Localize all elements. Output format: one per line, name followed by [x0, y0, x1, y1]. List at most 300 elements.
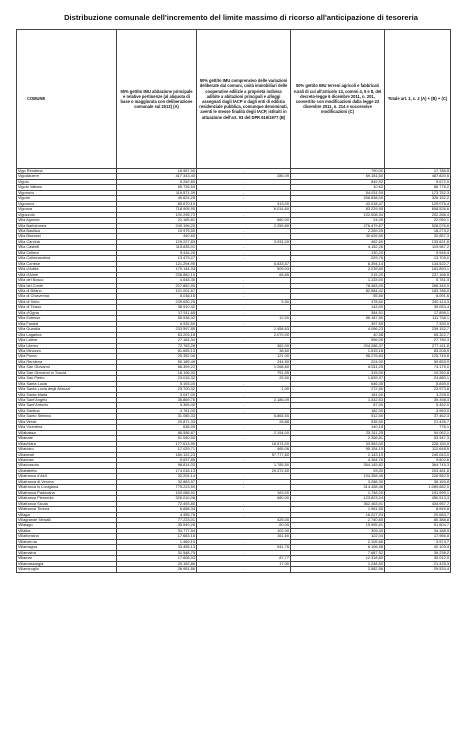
value-b-cell: 2.186,09: [197, 398, 291, 403]
value-a-cell: 13.479,27: [117, 256, 197, 261]
comune-cell: Villa Sant'Angelo: [17, 398, 117, 403]
value-c-cell: 272,50: [291, 387, 385, 392]
value-a-cell: 72.493,80: [117, 501, 197, 506]
value-c-cell: 143,00: [291, 305, 385, 310]
value-b-cell: -: [197, 436, 291, 441]
table-header-row: [17, 30, 451, 169]
value-a-cell: 18.987,90: [117, 169, 197, 174]
value-c-cell: 12.318,80: [291, 556, 385, 561]
value-a-cell: 17.683,18: [117, 534, 197, 539]
comune-cell: Villa Vicentina: [17, 425, 117, 430]
value-b-cell: -: [197, 185, 291, 190]
value-b-cell: 286,09: [197, 174, 291, 179]
comune-cell: Villa Cortese: [17, 261, 117, 266]
data-table: [16, 29, 451, 573]
total-cell: 191.999,1: [385, 490, 451, 495]
value-b-cell: 87,77: [197, 556, 291, 561]
value-a-cell: 15.975,50: [117, 228, 197, 233]
total-cell: 326.152,2: [385, 196, 451, 201]
total-cell: 808.526,6: [385, 207, 451, 212]
value-c-cell: 130,20: [291, 250, 385, 255]
value-c-cell: 314.458,48: [291, 485, 385, 490]
value-b-cell: 465,06: [197, 447, 291, 452]
value-c-cell: 15.995,51: [291, 523, 385, 528]
total-cell: 51.604,7: [385, 523, 451, 528]
total-cell: 183.786,0: [385, 288, 451, 293]
total-cell: 129.076,4: [385, 201, 451, 206]
total-cell: 3.963,0: [385, 408, 451, 413]
comune-cell: Villa d'Almè: [17, 272, 117, 277]
comune-cell: Villa Minozzo: [17, 348, 117, 353]
value-a-cell: 31.548,75: [117, 550, 197, 555]
value-a-cell: 35.869,76: [117, 398, 197, 403]
value-c-cell: 224,00: [291, 359, 385, 364]
value-a-cell: 63.203,18: [117, 332, 197, 337]
value-c-cell: 1.839,37: [291, 376, 385, 381]
value-b-cell: -: [197, 392, 291, 397]
column-header-abitazione-principale: 50% gettito IMU abitazione principale e relative pertinenze (al aliquota di base o maggiorata con deliberazione comunale sul 2012) (A): [117, 30, 197, 169]
value-a-cell: 100.295,70: [117, 212, 197, 217]
value-c-cell: 33.563,00: [291, 441, 385, 446]
value-a-cell: 21.165,81: [117, 218, 197, 223]
value-a-cell: 6.668,34: [117, 507, 197, 512]
total-cell: 53.347,3: [385, 436, 451, 441]
value-c-cell: 122,04: [291, 534, 385, 539]
value-a-cell: 326.010,08: [117, 496, 197, 501]
value-c-cell: 78.483,00: [291, 283, 385, 288]
value-c-cell: 2.306,81: [291, 436, 385, 441]
value-c-cell: 1.133,00: [291, 278, 385, 283]
value-b-cell: -: [197, 479, 291, 484]
comune-cell: Villachiara: [17, 441, 117, 446]
value-a-cell: 17.029,71: [117, 447, 197, 452]
value-a-cell: 233.597,85: [117, 327, 197, 332]
total-cell: 50.653,9: [385, 359, 451, 364]
value-b-cell: -: [197, 256, 291, 261]
total-cell: 8.649,8: [385, 507, 451, 512]
value-c-cell: 69.181,60: [291, 174, 385, 179]
value-a-cell: 249.196,20: [117, 223, 197, 228]
value-b-cell: 163,00: [197, 490, 291, 495]
value-b-cell: 68,65: [197, 272, 291, 277]
value-b-cell: -: [197, 550, 291, 555]
value-a-cell: 115.835,01: [117, 245, 197, 250]
comune-cell: Villa Castelli: [17, 245, 117, 250]
comune-cell: Villafranca Sicula: [17, 501, 117, 506]
value-c-cell: 849,92: [291, 179, 385, 184]
comune-cell: Villamaina: [17, 550, 117, 555]
value-c-cell: 1.981,55: [291, 507, 385, 512]
total-cell: 21.435,7: [385, 419, 451, 424]
comune-cell: Villa Santo Stefano: [17, 414, 117, 419]
comune-cell: Villamar: [17, 556, 117, 561]
value-c-cell: 215,20: [291, 272, 385, 277]
value-a-cell: 65.670,10: [117, 201, 197, 206]
value-a-cell: 9.416,26: [117, 250, 197, 255]
comune-cell: Villamiroglio: [17, 567, 117, 572]
value-b-cell: 751,55: [197, 370, 291, 375]
comune-cell: Villa San Pietro: [17, 376, 117, 381]
value-b-cell: -: [197, 458, 291, 463]
total-cell: 37.462,3: [385, 414, 451, 419]
comune-cell: Villafranca Piemonte: [17, 496, 117, 501]
comune-cell: Villa Biscossi: [17, 234, 117, 239]
value-b-cell: -: [197, 190, 291, 195]
total-cell: 119.987,2: [385, 245, 451, 250]
comune-cell: Villafalletto: [17, 468, 117, 473]
value-c-cell: 4.096,23: [291, 327, 385, 332]
value-b-cell: -: [197, 321, 291, 326]
value-b-cell: -: [197, 474, 291, 479]
comune-cell: Villa del Conte: [17, 283, 117, 288]
total-cell: 17.896,1: [385, 310, 451, 315]
value-b-cell: -: [197, 501, 291, 506]
total-cell: 776,1: [385, 425, 451, 430]
value-b-cell: -: [197, 228, 291, 233]
total-cell: 18.273,2: [385, 228, 451, 233]
comune-cell: Villamagna: [17, 545, 117, 550]
value-a-cell: 121.294,90: [117, 261, 197, 266]
comune-cell: Villa Carcina: [17, 239, 117, 244]
value-c-cell: 98.276,83: [291, 354, 385, 359]
comune-cell: Villalba: [17, 528, 117, 533]
value-c-cell: 229,76: [291, 256, 385, 261]
value-b-cell: 102,00: [197, 528, 291, 533]
value-c-cell: 1.342,53: [291, 398, 385, 403]
value-c-cell: 95.154,15: [291, 447, 385, 452]
total-cell: 5.839,0: [385, 381, 451, 386]
value-c-cell: 258.838,00: [291, 196, 385, 201]
comune-cell: Villafranca Padovana: [17, 490, 117, 495]
value-a-cell: 207.862,90: [117, 283, 197, 288]
comune-cell: Vigonovo: [17, 201, 117, 206]
total-cell: 34.188,9: [385, 528, 451, 533]
total-cell: 94.062,1: [385, 430, 451, 435]
value-a-cell: 66.399,22: [117, 365, 197, 370]
value-b-cell: -: [197, 485, 291, 490]
value-a-cell: 38.910,42: [117, 305, 197, 310]
value-b-cell: -: [197, 169, 291, 174]
value-c-cell: 7.687,52: [291, 550, 385, 555]
value-b-cell: -: [197, 283, 291, 288]
comune-cell: Villa d'Ogna: [17, 310, 117, 315]
comune-cell: Vigonza: [17, 207, 117, 212]
value-a-cell: 20.162,86: [117, 561, 197, 566]
value-a-cell: 174.016,13: [117, 468, 197, 473]
value-b-cell: 362,00: [197, 343, 291, 348]
value-a-cell: 5.365,00: [117, 403, 197, 408]
value-b-cell: 1.785,50: [197, 463, 291, 468]
value-c-cell: 194.358,45: [291, 474, 385, 479]
comune-cell: Villa Basilica: [17, 228, 117, 233]
value-b-cell: 1.458,63: [197, 327, 291, 332]
value-c-cell: 362.463,91: [291, 501, 385, 506]
comune-cell: Villalago: [17, 523, 117, 528]
total-cell: 239.152,7: [385, 327, 451, 332]
comune-cell: Villadeati: [17, 452, 117, 457]
value-c-cell: 315,00: [291, 370, 385, 375]
total-cell: 123.749,8: [385, 354, 451, 359]
total-cell: 8.091,6: [385, 294, 451, 299]
value-a-cell: 51.040,50: [117, 436, 197, 441]
value-a-cell: 49.624,25: [117, 196, 197, 201]
comune-cell: Vigodarzere: [17, 174, 117, 179]
value-c-cell: 102.008,34: [291, 212, 385, 217]
comune-cell: Villa Collemandina: [17, 256, 117, 261]
comune-cell: Villadossola: [17, 463, 117, 468]
value-b-cell: 6.833,67: [197, 261, 291, 266]
total-cell: 364.745,3: [385, 463, 451, 468]
value-a-cell: 66.556,87: [117, 430, 197, 435]
value-a-cell: 31.085,33: [117, 414, 197, 419]
total-cell: 20.683,7: [385, 512, 451, 517]
value-c-cell: 87,00: [291, 403, 385, 408]
value-b-cell: 509,03: [197, 267, 291, 272]
value-a-cell: 17.511,65: [117, 310, 197, 315]
value-c-cell: 42.018,47: [291, 201, 385, 206]
total-cell: 9.802,6: [385, 458, 451, 463]
value-b-cell: 2.079,00: [197, 332, 291, 337]
value-a-cell: 33.455,13: [117, 545, 197, 550]
total-cell: 202.268,4: [385, 212, 451, 217]
value-c-cell: 264.145,82: [291, 463, 385, 468]
value-c-cell: 478,60: [291, 299, 385, 304]
document-title: Distribuzione comunale dell'incremento del limite massimo di ricorso all'anticipazione di tesoreria: [64, 13, 418, 22]
value-b-cell: -: [197, 425, 291, 430]
total-cell: 3.228,0: [385, 392, 451, 397]
total-cell: 5.452,0: [385, 403, 451, 408]
comune-cell: Villa Sant'Antonio: [17, 403, 117, 408]
value-a-cell: 35.549,26: [117, 523, 197, 528]
value-b-cell: -: [197, 310, 291, 315]
comune-cell: Villa Celiera: [17, 250, 117, 255]
value-a-cell: 65.726,54: [117, 185, 197, 190]
comune-cell: Villa Poma: [17, 354, 117, 359]
total-cell: 111.738,1: [385, 316, 451, 321]
value-b-cell: 413,00: [197, 201, 291, 206]
value-c-cell: 56.187,80: [291, 316, 385, 321]
value-a-cell: 77.223,01: [117, 518, 197, 523]
comune-cell: Villa Lagarina: [17, 332, 117, 337]
comune-cell: Villalfonsina: [17, 534, 117, 539]
comune-cell: Villaga: [17, 512, 117, 517]
value-b-cell: 1,00: [197, 387, 291, 392]
comune-cell: Villa Verde: [17, 419, 117, 424]
value-b-cell: -: [197, 196, 291, 201]
value-a-cell: 236.882,10: [117, 272, 197, 277]
value-c-cell: 40,58: [291, 332, 385, 337]
value-a-cell: 6.932,50: [117, 321, 197, 326]
total-cell: 450.513,3: [385, 496, 451, 501]
value-c-cell: 6.106,58: [291, 545, 385, 550]
total-cell: 24.880,1: [385, 376, 451, 381]
total-cell: 22.050,1: [385, 218, 451, 223]
value-c-cell: 6.511,25: [291, 365, 385, 370]
value-b-cell: 121,00: [197, 354, 291, 359]
total-cell: 240.114,3: [385, 299, 451, 304]
total-cell: 286.345,9: [385, 283, 451, 288]
value-b-cell: 25,50: [197, 376, 291, 381]
value-a-cell: 72.763,28: [117, 343, 197, 348]
value-b-cell: -: [197, 381, 291, 386]
value-a-cell: 636,00: [117, 425, 197, 430]
comune-cell: Vigone: [17, 196, 117, 201]
value-b-cell: -: [197, 212, 291, 217]
comune-cell: Viguzzolo: [17, 212, 117, 217]
value-c-cell: 2.105,66: [291, 539, 385, 544]
comune-cell: Villafranca Tirrena: [17, 507, 117, 512]
value-a-cell: 5.637,85: [117, 458, 197, 463]
value-a-cell: 239.630,25: [117, 299, 197, 304]
comune-cell: Villa di Briano: [17, 288, 117, 293]
comune-cell: Villa Faraldi: [17, 321, 117, 326]
value-a-cell: 5.193,00: [117, 381, 197, 386]
comune-cell: Villa San Giovanni: [17, 365, 117, 370]
value-c-cell: 4.164,76: [291, 458, 385, 463]
comune-cell: Villa del Bosco: [17, 278, 117, 283]
value-a-cell: 50.185,49: [117, 359, 197, 364]
table-body: [17, 169, 451, 573]
column-header-cooperative-iacp: 50% gettito IMU comprensivo delle variazioni deliberate dal comuni, unità immobiliari delle cooperative edilizie a proprietà indivisa adibite a abitazioni principali e alloggi assegnati dagli IACP o dagli enti di edilizia residenziale pubblica, comunque denominati, aventi le stesse finalità degli IACP, istituiti in attuazione dell'art. 93 del DPR 616/1977 (B): [197, 30, 291, 169]
value-c-cell: 83.229,95: [291, 207, 385, 212]
value-c-cell: 24,00: [291, 218, 385, 223]
value-a-cell: 775.223,59: [117, 485, 197, 490]
value-a-cell: 18.196,33: [117, 370, 197, 375]
value-c-cell: 2.143,19: [291, 452, 385, 457]
total-cell: 528.076,6: [385, 223, 451, 228]
value-a-cell: 119.571,39: [117, 190, 197, 195]
value-b-cell: 28,88: [197, 419, 291, 424]
value-a-cell: 4.455,78: [117, 512, 197, 517]
value-b-cell: 425,00: [197, 518, 291, 523]
value-c-cell: 462,60: [291, 239, 385, 244]
column-header-terreni-fabbricati: 50% gettito IMU terreni agricoli e fabbricati rurali di cui all'articolo 13, commi 4, 5 e 8, del decreto-legge 6 dicembre 2011, n. 201, convertito con modificazioni dalla legge 22 dicembre 2011, n. 214 e successive modificazioni (C): [291, 30, 385, 169]
value-c-cell: 6.394,14: [291, 261, 385, 266]
comune-cell: Villa d'Adda: [17, 267, 117, 272]
value-a-cell: 3.047,00: [117, 392, 197, 397]
value-c-cell: 10.62: [291, 185, 385, 190]
value-b-cell: 680,00: [197, 496, 291, 501]
value-c-cell: 16.227,93: [291, 512, 385, 517]
value-a-cell: 55.538,32: [117, 316, 197, 321]
total-cell: 39.053,4: [385, 305, 451, 310]
total-cell: 80.388,8: [385, 518, 451, 523]
value-c-cell: 2.239,80: [291, 267, 385, 272]
comune-cell: Villa Agnedo: [17, 218, 117, 223]
value-a-cell: 23.015,32: [117, 376, 197, 381]
comune-cell: Villa Santina: [17, 408, 117, 413]
total-cell: 40.103,4: [385, 545, 451, 550]
value-a-cell: 33.777,54: [117, 528, 197, 533]
value-c-cell: 535,50: [291, 419, 385, 424]
value-a-cell: 179.144,33: [117, 267, 197, 272]
value-c-cell: 25.311,25: [291, 430, 385, 435]
total-cell: 134.522,7: [385, 261, 451, 266]
value-a-cell: 129.227,83: [117, 239, 197, 244]
value-c-cell: 512,50: [291, 414, 385, 419]
value-c-cell: 397,59: [291, 321, 385, 326]
column-header-totale: Totale art. 1, c. 2 (A) + (B) + (C): [385, 30, 451, 169]
value-a-cell: 32.883,57: [117, 479, 197, 484]
total-cell: 36.169,8: [385, 479, 451, 484]
comune-cell: Vigolo Vattaro: [17, 185, 117, 190]
value-c-cell: 4.152,26: [291, 245, 385, 250]
comune-cell: Villa di Serio: [17, 299, 117, 304]
total-cell: 277.411,6: [385, 343, 451, 348]
total-cell: 1.089.682,0: [385, 485, 451, 490]
total-cell: 32.857,3: [385, 234, 451, 239]
value-c-cell: 55,50: [291, 294, 385, 299]
value-c-cell: 1.248,50: [291, 561, 385, 566]
value-b-cell: -: [197, 294, 291, 299]
value-a-cell: 98.814,03: [117, 463, 197, 468]
value-c-cell: 276.479,87: [291, 223, 385, 228]
total-cell: 228.150,9: [385, 441, 451, 446]
total-cell: 17.786,5: [385, 169, 451, 174]
total-cell: 39.236,2: [385, 550, 451, 555]
value-a-cell: 8.036,16: [117, 294, 197, 299]
value-c-cell: 204.286,37: [291, 343, 385, 348]
value-a-cell: 5.262,60: [117, 179, 197, 184]
value-a-cell: 3.781,00: [117, 408, 197, 413]
value-a-cell: 20.871,33: [117, 419, 197, 424]
total-cell: 487.820,5: [385, 174, 451, 179]
value-c-cell: 1.515,18: [291, 348, 385, 353]
comune-cell: Villacidro: [17, 447, 117, 452]
value-c-cell: 2.582,56: [291, 567, 385, 572]
value-b-cell: 12,00: [197, 316, 291, 321]
value-c-cell: 2.740,80: [291, 518, 385, 523]
comune-cell: Villabate: [17, 436, 117, 441]
value-b-cell: -: [197, 408, 291, 413]
value-a-cell: 25.352,06: [117, 354, 197, 359]
value-b-cell: 3.931,20: [197, 239, 291, 244]
value-a-cell: 32.204,14: [117, 474, 197, 479]
total-cell: 434.957,7: [385, 501, 451, 506]
value-b-cell: -: [197, 278, 291, 283]
total-cell: 237.166,5: [385, 272, 451, 277]
value-b-cell: 29.372,50: [197, 468, 291, 473]
total-cell: 29.534,4: [385, 567, 451, 572]
comune-cell: Villa Santa Maria: [17, 392, 117, 397]
value-b-cell: 17,00: [197, 561, 291, 566]
value-c-cell: 2.269,25: [291, 228, 385, 233]
value-c-cell: 30.626,50: [291, 234, 385, 239]
comune-cell: Villafranca di Verona: [17, 479, 117, 484]
value-c-cell: 54.031,00: [291, 190, 385, 195]
comune-cell: Villadose: [17, 458, 117, 463]
value-a-cell: 81.655,13: [117, 348, 197, 353]
comune-cell: Villa San Giovanni in Tuscia: [17, 370, 117, 375]
comune-cell: Villagrande Strisaili: [17, 518, 117, 523]
comune-cell: Villafranca in Lunigiana: [17, 485, 117, 490]
total-cell: 240.043,0: [385, 452, 451, 457]
value-b-cell: 541,76: [197, 545, 291, 550]
comune-cell: Villa Santa Lucia: [17, 381, 117, 386]
comune-cell: Villa Latina: [17, 338, 117, 343]
value-b-cell: 244,50: [197, 359, 291, 364]
value-c-cell: 596,05: [291, 338, 385, 343]
value-b-cell: -: [197, 338, 291, 343]
comune-cell: Villa di Tirano: [17, 305, 117, 310]
total-cell: 7.330,0: [385, 321, 451, 326]
value-b-cell: 161,60: [197, 534, 291, 539]
total-cell: 21.428,3: [385, 561, 451, 566]
value-a-cell: 17.606,33: [117, 556, 197, 561]
value-b-cell: -: [197, 234, 291, 239]
total-cell: 5.781,3: [385, 278, 451, 283]
value-c-cell: 182,00: [291, 408, 385, 413]
